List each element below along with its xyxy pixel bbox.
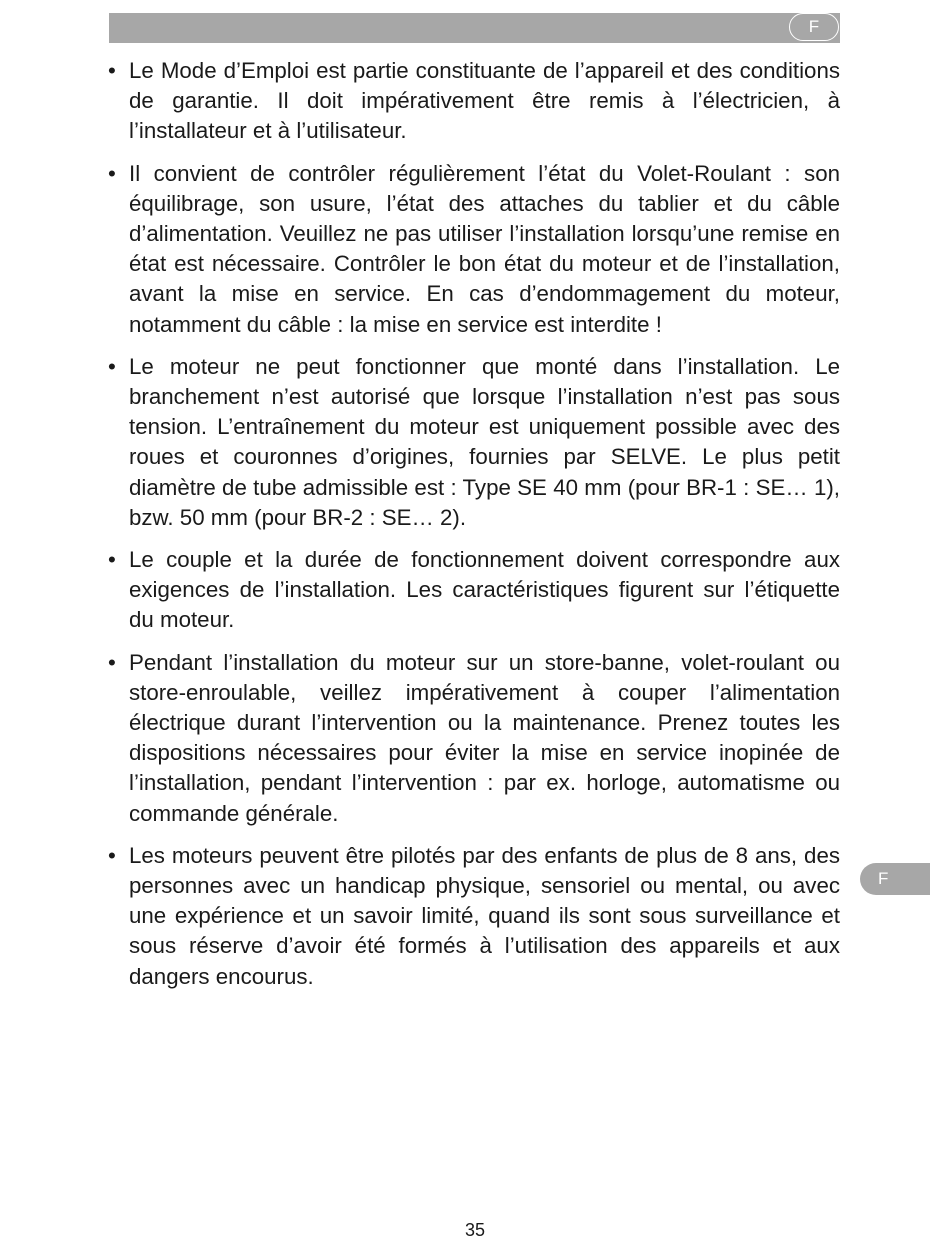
bullet: • xyxy=(108,649,116,675)
bullet: • xyxy=(108,58,116,83)
list-item-text: Le moteur ne peut fonctionner que monté dans l’installation. Le branchement n’est autorisé que lorsque l’installation n’est pas sous tension. L’entraînement du moteur est uniquement possible avec des roues et couronnes d’origines, fournies par SELVE. Le plus petit diamètre de tube admissible est : Type SE 40 mm (pour BR-1 : SE… 1), bzw. 50 mm (pour BR-2 : SE… 2). xyxy=(129,353,840,530)
list-item-text: Pendant l’installation du moteur sur un store-banne, volet-roulant ou store-enroulable, veillez impérativement à couper l’alimentation électrique durant l’intervention ou la maintenance. Prenez toutes les dispositions nécessaires pour éviter la mise en service inopinée de l’installation, pendant l’intervention : par ex. horloge, automatisme ou commande générale. xyxy=(129,649,840,826)
list-item xyxy=(108,545,840,636)
list-item xyxy=(108,841,840,992)
list-item xyxy=(108,648,840,829)
bullet: • xyxy=(108,160,116,186)
list-item-text: Il convient de contrôler régulièrement l’état du Volet-Roulant : son équilibrage, son usure, l’état des attaches du tablier et du câble d’alimentation. Veuillez ne pas utiliser l’installation lorsqu’une remise en état est nécessaire. Contrôler le bon état du moteur et de l’installation, avant la mise en service. En cas d’endommagement du moteur, notamment du câble : la mise en service est interdite ! xyxy=(129,160,840,337)
list-item xyxy=(108,352,840,533)
list-item-text: Le Mode d’Emploi est partie constituante de l’appareil et des conditions de garantie. Il doit impérativement être remis à l’électricien, à l’installateur et à l’utilisateur. xyxy=(129,58,840,144)
list-item xyxy=(108,56,840,147)
header-bar xyxy=(109,13,840,43)
language-badge: F xyxy=(789,13,839,41)
bullet: • xyxy=(108,842,116,868)
page-number: 35 xyxy=(464,1220,486,1240)
language-side-tab: F xyxy=(860,863,930,895)
list-item-text: Les moteurs peuvent être pilotés par des enfants de plus de 8 ans, des personnes avec un handicap physique, sensoriel ou mental, ou avec une expérience et un savoir limité, quand ils sont sous surveillance et sous réserve d’avoir été formés à l’utilisation des appareils et aux dangers encourus. xyxy=(129,842,840,989)
list-item-text: Le couple et la durée de fonctionnement doivent correspondre aux exigences de l’installation. Les caractéristiques figurent sur l’étiquette du moteur. xyxy=(129,547,840,633)
bullet: • xyxy=(108,353,116,379)
safety-instructions-list xyxy=(108,56,840,1004)
list-item xyxy=(108,159,840,340)
bullet: • xyxy=(108,547,116,573)
